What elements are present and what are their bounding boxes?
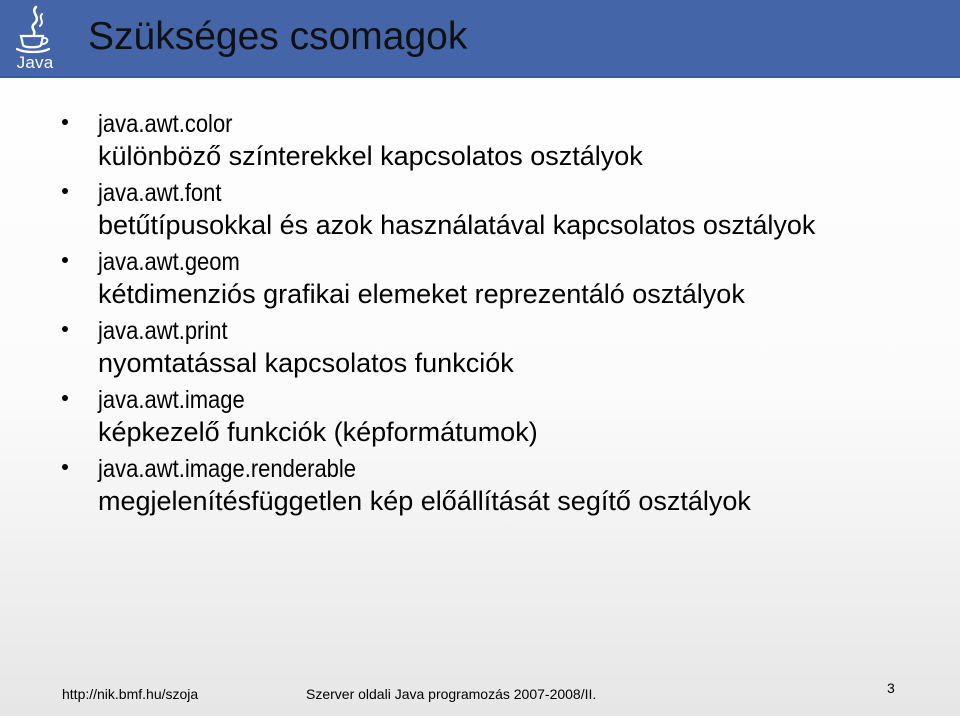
page-number: 3 (887, 680, 895, 696)
list-item (0, 453, 960, 518)
java-logo (12, 4, 58, 72)
bullet-dot-icon (62, 395, 68, 401)
footer-course: Szerver oldali Java programozás 2007-2008/II. (306, 686, 597, 702)
slide-title: Szükséges csomagok (88, 15, 468, 58)
list-item (0, 108, 960, 173)
bullet-dot-icon (62, 326, 68, 332)
package-name: java.awt.color (98, 110, 233, 138)
package-name: java.awt.image (98, 386, 245, 414)
package-name: java.awt.print (98, 317, 228, 345)
package-name: java.awt.image.renderable (98, 455, 357, 483)
list-item (0, 384, 960, 449)
package-name: java.awt.font (98, 179, 222, 207)
list-item (0, 246, 960, 311)
java-logo-text: Java (16, 53, 54, 72)
bullet-dot-icon (62, 257, 68, 263)
bullet-dot-icon (62, 188, 68, 194)
package-description: képkezelő funkciók (képformátumok) (98, 417, 538, 447)
bullet-dot-icon (62, 119, 68, 125)
footer-url: http://nik.bmf.hu/szoja (62, 686, 199, 702)
package-description: betűtípusokkal és azok használatával kapcsolatos osztályok (98, 210, 816, 240)
list-item (0, 177, 960, 242)
header-bar (0, 0, 960, 78)
package-name: java.awt.geom (98, 248, 240, 276)
list-item (0, 315, 960, 380)
bullet-list (0, 108, 960, 522)
package-description: kétdimenziós grafikai elemeket reprezentáló osztályok (98, 279, 745, 309)
package-description: nyomtatással kapcsolatos funkciók (98, 348, 514, 378)
bullet-dot-icon (62, 464, 68, 470)
package-description: különböző színterekkel kapcsolatos osztályok (98, 141, 643, 171)
java-cup-icon (12, 4, 58, 54)
package-description: megjelenítésfüggetlen kép előállítását segítő osztályok (98, 486, 751, 516)
